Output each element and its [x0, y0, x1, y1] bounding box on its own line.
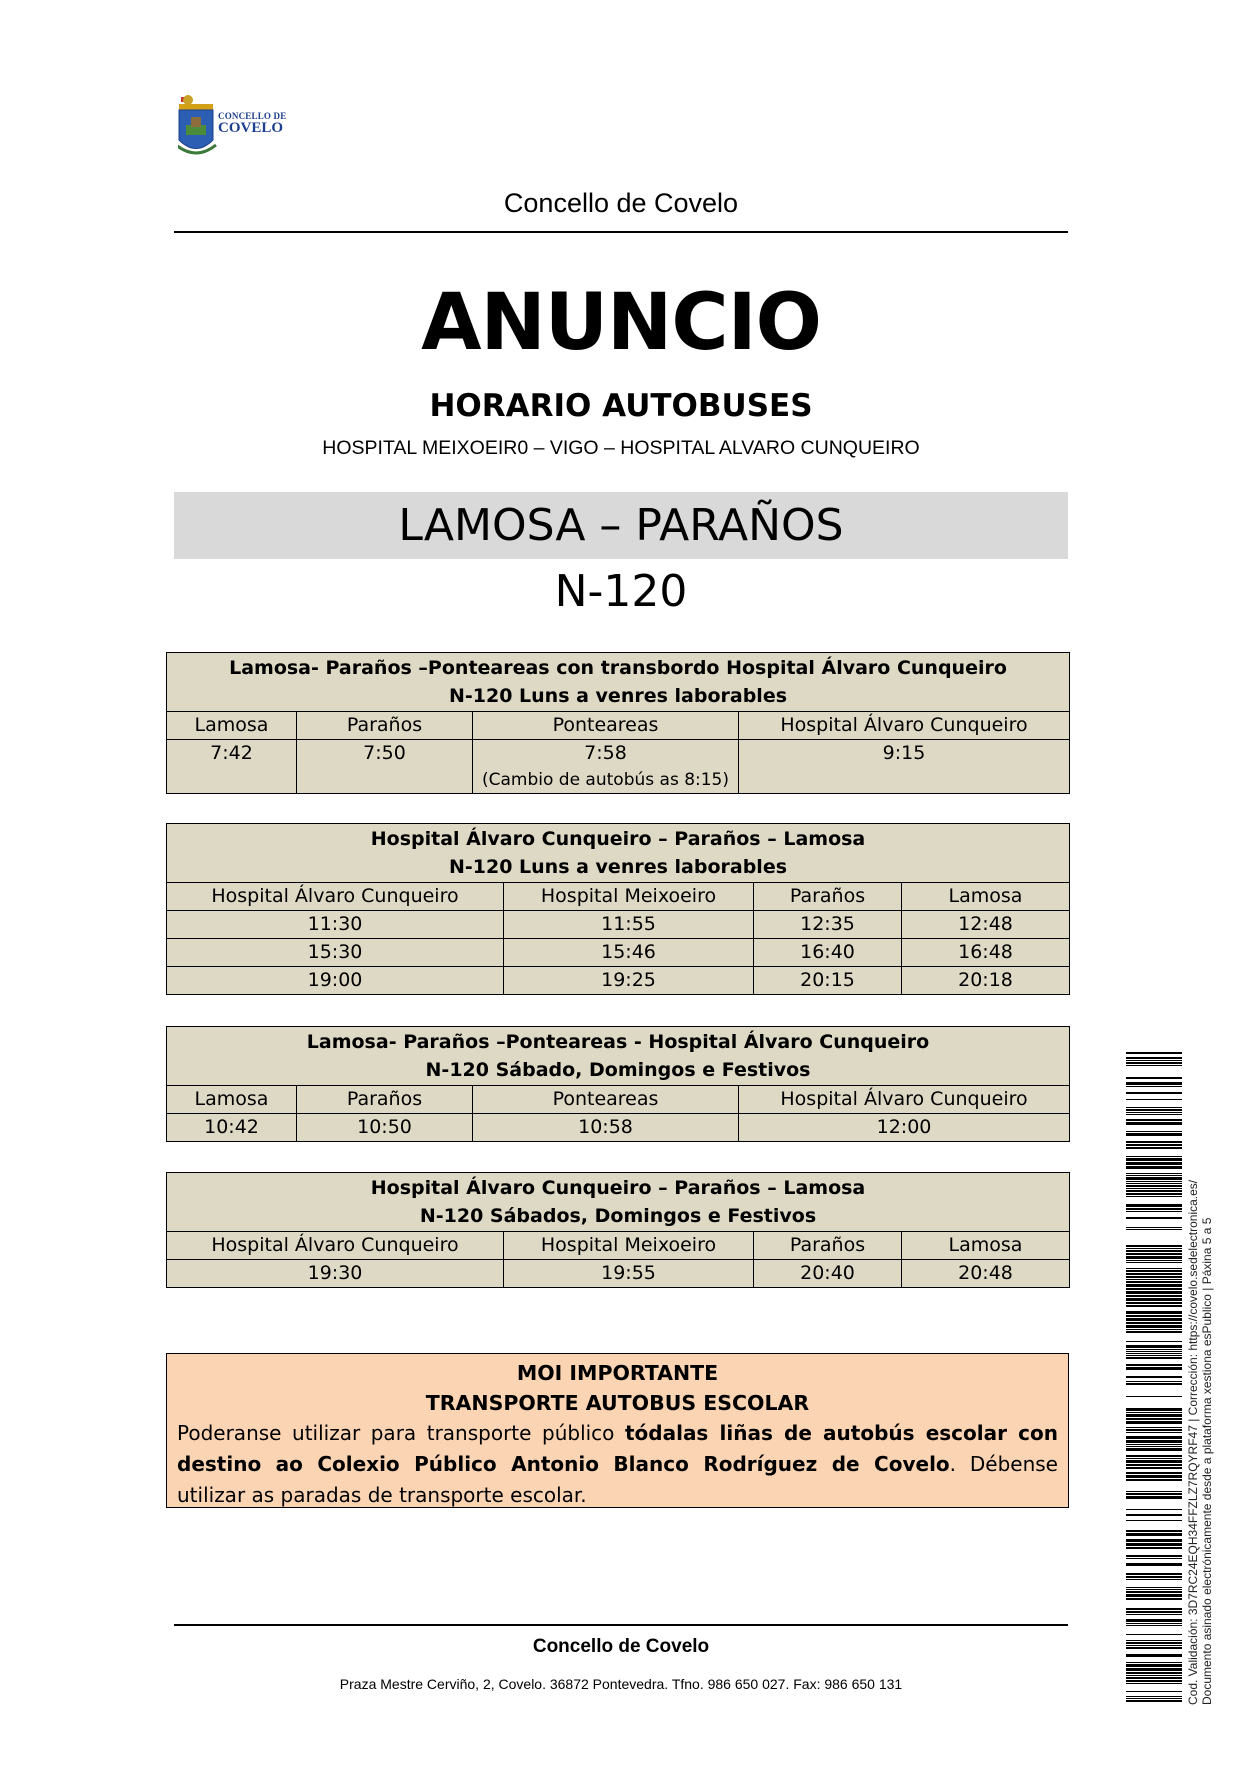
table-header: Hospital Álvaro Cunqueiro: [167, 1232, 504, 1260]
important-text-2: . Débense utilizar as paradas de transporte escolar.: [177, 1452, 1058, 1507]
table-cell: 20:18: [902, 967, 1070, 995]
table-title-line1: Hospital Álvaro Cunqueiro – Paraños – Lamosa: [370, 828, 866, 850]
table-header: Lamosa: [167, 712, 297, 740]
table-header: Paraños: [754, 1232, 902, 1260]
schedule-table-1: [166, 652, 1070, 794]
table-header: Lamosa: [167, 1086, 297, 1114]
table-title: [167, 653, 1070, 712]
table-title-line1: Lamosa- Paraños –Ponteareas - Hospital Álvaro Cunqueiro: [306, 1031, 930, 1053]
table-cell: 20:48: [902, 1260, 1070, 1288]
table-header: Hospital Meixoeiro: [504, 1232, 754, 1260]
table-cell: 20:15: [754, 967, 902, 995]
table-cell: 19:30: [167, 1260, 504, 1288]
table-row: [167, 1114, 1070, 1142]
validation-line1: Cod. Validación: 3D7RC24EQH34FFZLZ7RQYRF47 | Corrección: https://covelo.sedelectronica.es/: [1186, 1179, 1200, 1705]
table-row: [167, 911, 1070, 939]
logo-text: [218, 111, 286, 137]
important-notice: [166, 1353, 1069, 1508]
table-header: Hospital Álvaro Cunqueiro: [739, 1086, 1070, 1114]
table-header: Lamosa: [902, 1232, 1070, 1260]
table-cell: 12:48: [902, 911, 1070, 939]
table-cell: 19:25: [504, 967, 754, 995]
table-header: Hospital Álvaro Cunqueiro: [739, 712, 1070, 740]
table-cell: 7:50: [297, 740, 473, 794]
table-row: [167, 1260, 1070, 1288]
table-cell: 10:42: [167, 1114, 297, 1142]
table-cell: 7:42: [167, 740, 297, 794]
table-header: Paraños: [297, 1086, 473, 1114]
footer-title: Concello de Covelo: [532, 1636, 710, 1657]
logo-line2: COVELO: [218, 120, 284, 136]
table-cell: 10:50: [297, 1114, 473, 1142]
table-cell: 11:30: [167, 911, 504, 939]
announcement-title: ANUNCIO: [421, 278, 821, 368]
road-name: N-120: [554, 566, 688, 617]
table-title-line1: Hospital Álvaro Cunqueiro – Paraños – Lamosa: [370, 1177, 866, 1199]
table-cell: 9:15: [739, 740, 1070, 794]
table-row: [167, 740, 1070, 794]
table-title-line2: N-120 Sábados, Domingos e Festivos: [419, 1205, 817, 1227]
table-title-line2: N-120 Sábado, Domingos e Festivos: [425, 1059, 811, 1081]
footer-divider: [174, 1624, 1068, 1626]
table-row: [167, 939, 1070, 967]
table-cell: 15:46: [504, 939, 754, 967]
logo-line1: CONCELLO DE: [218, 111, 287, 121]
table-header: Lamosa: [902, 883, 1070, 911]
table-header: Paraños: [754, 883, 902, 911]
table-cell: 12:00: [739, 1114, 1070, 1142]
table-cell: 11:55: [504, 911, 754, 939]
table-title-line2: N-120 Luns a venres laborables: [448, 685, 788, 707]
table-cell: 19:55: [504, 1260, 754, 1288]
announcement-routes: HOSPITAL MEIXOEIR0 – VIGO – HOSPITAL ALVARO CUNQUEIRO: [322, 437, 920, 459]
table-cell: 10:58: [473, 1114, 739, 1142]
important-bold-text: tódalas liñas de autobús escolar con destino ao Colexio Público Antonio Blanco Rodríguez de Covelo: [177, 1421, 1058, 1476]
validation-barcode: [1126, 1052, 1182, 1707]
time-value: 7:58: [584, 742, 627, 764]
table-header: Hospital Meixoeiro: [504, 883, 754, 911]
table-cell: 16:40: [754, 939, 902, 967]
important-heading: MOI IMPORTANTE: [516, 1361, 719, 1385]
announcement-subtitle: HORARIO AUTOBUSES: [429, 388, 813, 424]
table-row: [167, 967, 1070, 995]
header-title: Concello de Covelo: [503, 188, 739, 218]
table-cell: 20:40: [754, 1260, 902, 1288]
table-title: [167, 1027, 1070, 1086]
schedule-table-4: [166, 1172, 1070, 1288]
schedule-table-3: [166, 1026, 1070, 1142]
table-header: Ponteareas: [473, 712, 739, 740]
validation-line2: Documento asinado electrónicamente desde a plataforma xestiona esPublico | Páxina 5 a 5: [1200, 1217, 1214, 1705]
important-subheading: TRANSPORTE AUTOBUS ESCOLAR: [425, 1391, 810, 1415]
table-cell: 19:00: [167, 967, 504, 995]
footer-address: Praza Mestre Cerviño, 2, Covelo. 36872 Pontevedra. Tfno. 986 650 027. Fax: 986 650 131: [339, 1676, 903, 1692]
transfer-note: (Cambio de autobús as 8:15): [481, 770, 730, 790]
table-cell: 16:48: [902, 939, 1070, 967]
important-body: [167, 1418, 1068, 1511]
table-title: [167, 1173, 1070, 1232]
table-title-line2: N-120 Luns a venres laborables: [448, 856, 788, 878]
table-header: Paraños: [297, 712, 473, 740]
schedule-table-2: [166, 823, 1070, 995]
table-title: [167, 824, 1070, 883]
table-cell: 12:35: [754, 911, 902, 939]
important-text-1: Poderanse utilizar para transporte público: [177, 1421, 625, 1445]
line-name-banner: LAMOSA – PARAÑOS: [174, 492, 1068, 559]
validation-text: [1186, 1045, 1214, 1705]
table-title-line1: Lamosa- Paraños –Ponteareas con transbordo Hospital Álvaro Cunqueiro: [229, 657, 1007, 679]
header-divider: [174, 231, 1068, 233]
table-cell: [473, 740, 739, 794]
table-cell: 15:30: [167, 939, 504, 967]
table-header: Hospital Álvaro Cunqueiro: [167, 883, 504, 911]
table-header: Ponteareas: [473, 1086, 739, 1114]
